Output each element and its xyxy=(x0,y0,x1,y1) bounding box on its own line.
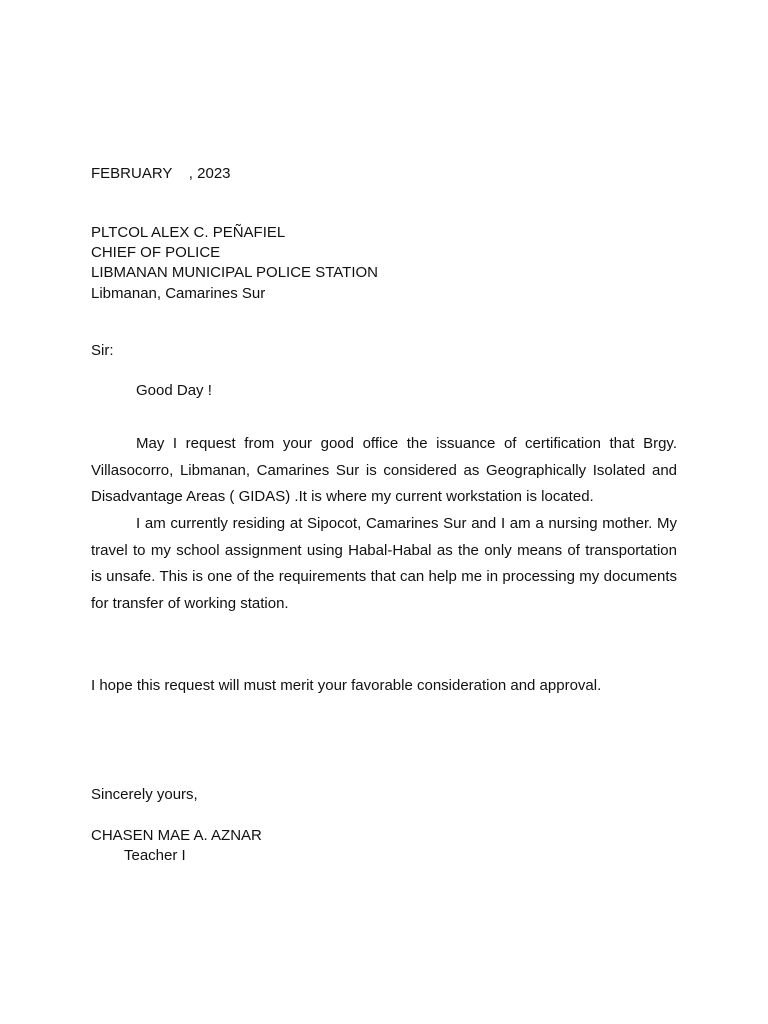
recipient-title: CHIEF OF POLICE xyxy=(91,244,221,261)
recipient-location: Libmanan, Camarines Sur xyxy=(91,285,266,302)
closing-sentence: I hope this request will must merit your favorable consideration and approval. xyxy=(91,677,602,694)
body-paragraph-text: May I request from your good office the issuance of certification that Brgy. Villasocorro, Libmanan, Camarines Sur is considered as Geographically Isolated and Disadvantage Areas ( GIDAS) .It is where my current workstation is located. xyxy=(91,435,677,506)
salutation: Sir: xyxy=(91,342,114,359)
greeting: Good Day ! xyxy=(136,382,212,399)
signer-position: Teacher I xyxy=(124,847,186,864)
recipient-office: LIBMANAN MUNICIPAL POLICE STATION xyxy=(91,264,378,281)
body-paragraph-text: I am currently residing at Sipocot, Camarines Sur and I am a nursing mother. My travel to my school assignment using Habal-Habal as the only means of transportation is unsafe. This is one of the requirements that can help me in processing my documents for transfer of working station. xyxy=(91,515,677,613)
recipient-name: PLTCOL ALEX C. PEÑAFIEL xyxy=(91,224,286,241)
body-paragraph xyxy=(91,431,677,511)
complimentary-close: Sincerely yours, xyxy=(91,786,198,803)
signer-name: CHASEN MAE A. AZNAR xyxy=(91,827,262,844)
body-paragraph xyxy=(91,511,677,618)
letter-date: FEBRUARY , 2023 xyxy=(91,165,231,182)
